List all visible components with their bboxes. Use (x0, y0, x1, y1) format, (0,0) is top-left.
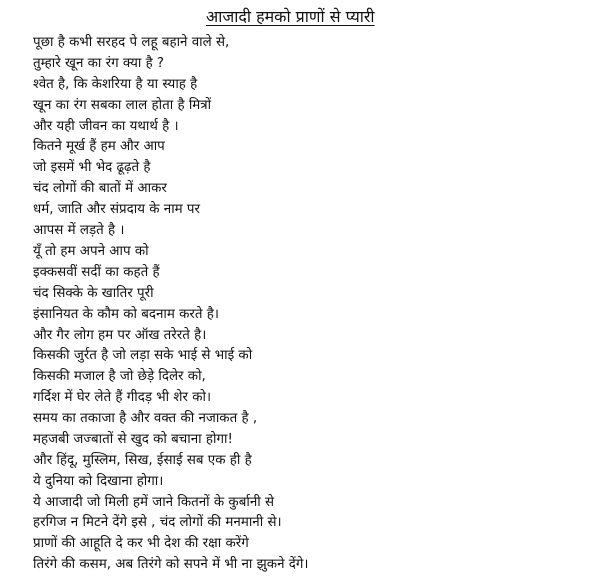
stanza-1 (33, 33, 229, 242)
poem-line: इंसानियत के कौम को बदनाम करते है। (33, 306, 219, 322)
poem-line: श्वेत है, कि केशरिया है या स्याह है (33, 76, 198, 92)
poem-line: तिरंगे की कसम, अब तिरंगे को सपने में भी ना झुकने देंगे। (33, 557, 309, 573)
poem-line: महजबी जज्बातों से खुद को बचाना होगा! (33, 431, 233, 447)
poem-line: प्राणों की आहूति दे कर भी देश की रक्षा करेंगे (33, 536, 249, 552)
poem-line: जो इसमें भी भेद ढूढ़ते है (33, 160, 151, 176)
poem-line: खून का रंग सबका लाल होता है मित्रों (33, 97, 212, 113)
poem-line: किसकी मजाल है जो छेड़े दिलेर को, (33, 369, 206, 385)
poem-line: और हिंदू, मुस्लिम, सिख, ईसाई सब एक ही है (33, 452, 252, 468)
poem-line: चंद सिक्के के खातिर पूरी (33, 285, 154, 301)
poem-line: धर्म, जाति और संप्रदाय के नाम पर (33, 202, 201, 218)
poem-line: किसकी जुर्रत है जो लड़ा सके भाई से भाई को (33, 348, 253, 364)
poem-line: आपस में लड़ते है । (33, 223, 125, 239)
poem-line: इक्कसवीं सदीं का कहते हैं (33, 264, 160, 280)
poem-line: हरगिज न मिटने देंगे इसे , चंद लोगों की मनमानी से। (33, 515, 282, 531)
poem-line: पूछा है कभी सरहद पे लहू बहाने वाले से, (33, 35, 230, 50)
poem-title: आजादी हमको प्राणों से प्यारी (206, 7, 375, 26)
poem-line: गर्दिश में घेर लेते हैं गीदड़ भी शेर को। (33, 390, 212, 406)
stanza-3 (33, 409, 308, 576)
poem-line: चंद लोगों की बातों में आकर (33, 181, 167, 197)
poem-line: ये आजादी जो मिली हमें जाने कितनों के कुर्बानी से (33, 494, 275, 510)
stanza-2 (33, 242, 252, 409)
poem-line: और गैर लोग हम पर ऑख तरेरते है। (33, 327, 207, 343)
poem-line: और यही जीवन का यथार्थ है । (33, 118, 179, 134)
poem-line: कितने मूर्ख हैं हम और आप (33, 139, 165, 155)
poem-line: यूँ तो हम अपने आप को (33, 244, 149, 259)
poem-line: तुम्हारे खून का रंग क्या है ? (33, 55, 165, 71)
poem-line: समय का तकाजा है और वक्त की नजाकत है , (33, 411, 258, 426)
poem-line: ये दुनिया को दिखाना होगा। (33, 473, 164, 489)
